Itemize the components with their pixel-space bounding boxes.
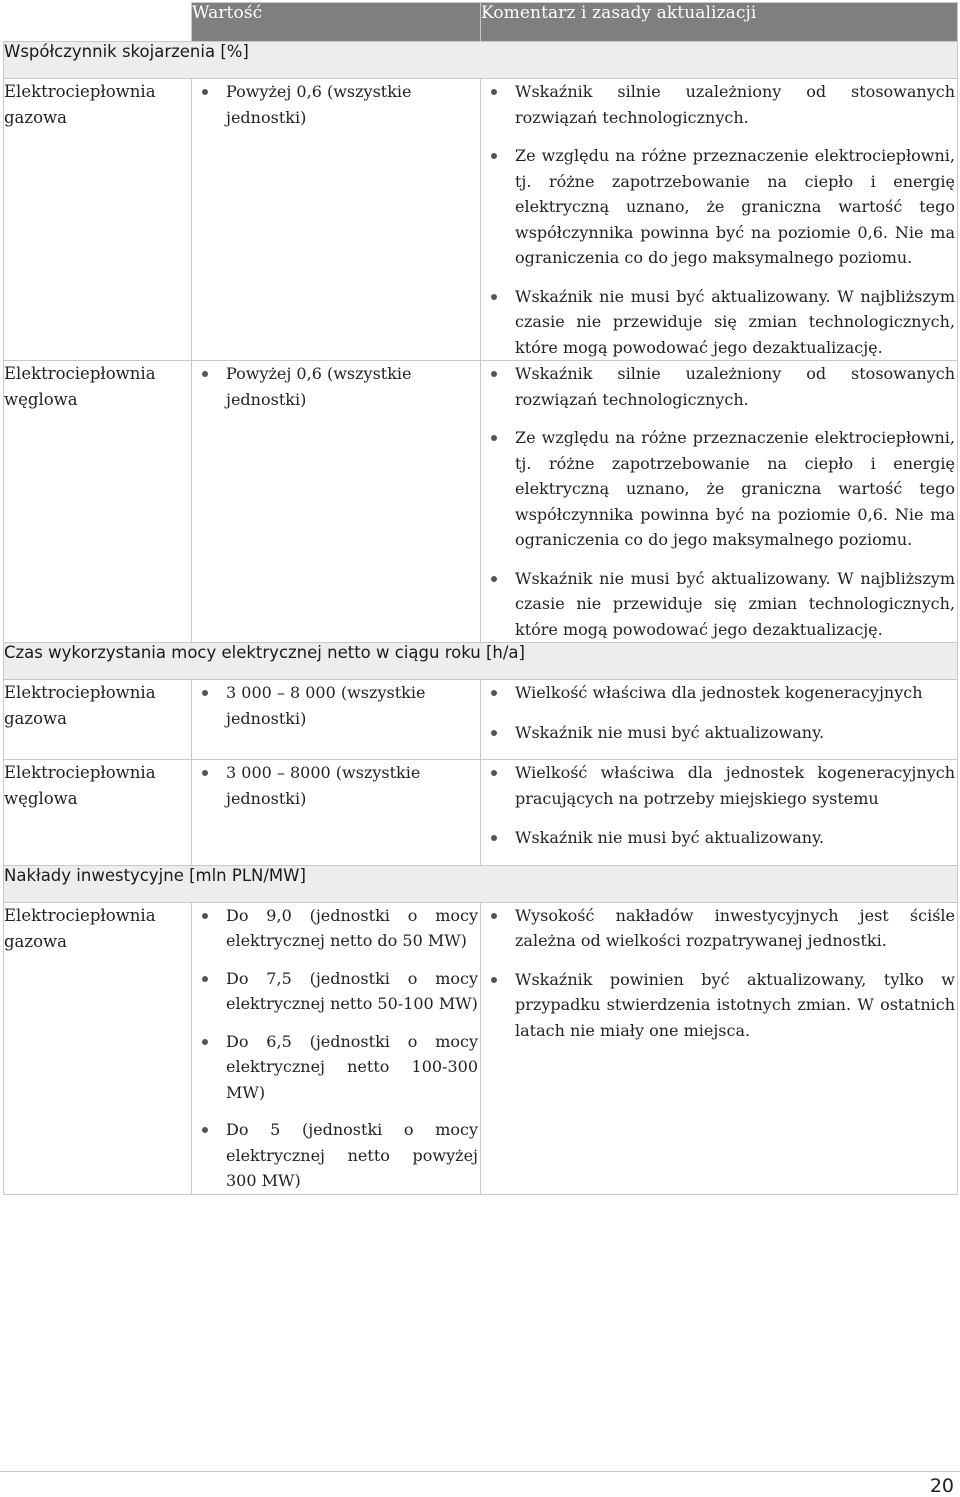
table-header-row — [4, 3, 958, 42]
table-row — [4, 361, 958, 643]
comment-item: Ze względu na różne przeznaczenie elektrociepłowni, tj. różne zapotrzebowanie na ciepło i energię elektryczną uznano, że graniczna wartość tego współczynnika powinna być na poziomie 0,6. Nie ma ograniczenia co do jego maksymalnego poziomu. — [481, 143, 957, 271]
table-row — [4, 79, 958, 361]
comment-item: Wskaźnik nie musi być aktualizowany. — [481, 720, 957, 746]
comment-item: Wysokość nakładów inwestycyjnych jest ściśle zależna od wielkości rozpatrywanej jednostki. — [481, 903, 957, 954]
value-item: Do 6,5 (jednostki o mocy elektrycznej netto 100-300 MW) — [192, 1029, 480, 1106]
row-values — [192, 680, 481, 760]
row-name: Elektrociepłownia węglowa — [4, 760, 192, 866]
value-item: Powyżej 0,6 (wszystkie jednostki) — [192, 79, 480, 130]
comment-item: Ze względu na różne przeznaczenie elektrociepłowni, tj. różne zapotrzebowanie na ciepło i energię elektryczną uznano, że graniczna wartość tego współczynnika powinna być na poziomie 0,6. Nie ma ograniczenia co do jego maksymalnego poziomu. — [481, 425, 957, 553]
comment-item: Wskaźnik silnie uzależniony od stosowanych rozwiązań technologicznych. — [481, 361, 957, 412]
comment-item: Wskaźnik silnie uzależniony od stosowanych rozwiązań technologicznych. — [481, 79, 957, 130]
row-values — [192, 79, 481, 361]
row-name: Elektrociepłownia węglowa — [4, 361, 192, 643]
row-comments — [481, 902, 958, 1194]
table-row — [4, 680, 958, 760]
comment-item: Wielkość właściwa dla jednostek kogeneracyjnych — [481, 680, 957, 706]
comment-item: Wskaźnik powinien być aktualizowany, tylko w przypadku stwierdzenia istotnych zmian. W ostatnich latach nie miały one miejsca. — [481, 967, 957, 1044]
row-values — [192, 361, 481, 643]
comment-item: Wielkość właściwa dla jednostek kogeneracyjnych pracujących na potrzeby miejskiego systemu — [481, 760, 957, 811]
row-values — [192, 760, 481, 866]
value-item: Do 7,5 (jednostki o mocy elektrycznej netto 50-100 MW) — [192, 966, 480, 1017]
page-number: 20 — [929, 1475, 954, 1497]
comment-item: Wskaźnik nie musi być aktualizowany. W najbliższym czasie nie przewiduje się zmian technologicznych, które mogą powodować jego dezaktualizację. — [481, 284, 957, 361]
row-name: Elektrociepłownia gazowa — [4, 79, 192, 361]
table-row — [4, 760, 958, 866]
section-title: Nakłady inwestycyjne [mln PLN/MW] — [4, 865, 958, 902]
row-name: Elektrociepłownia gazowa — [4, 902, 192, 1194]
row-comments — [481, 79, 958, 361]
section-title: Współczynnik skojarzenia [%] — [4, 42, 958, 79]
header-value: Wartość — [192, 3, 481, 42]
comment-item: Wskaźnik nie musi być aktualizowany. W najbliższym czasie nie przewiduje się zmian technologicznych, które mogą powodować jego dezaktualizację. — [481, 566, 957, 643]
section-row — [4, 643, 958, 680]
header-empty-cell — [4, 3, 192, 42]
comment-item: Wskaźnik nie musi być aktualizowany. — [481, 825, 957, 851]
section-row — [4, 865, 958, 902]
section-title: Czas wykorzystania mocy elektrycznej netto w ciągu roku [h/a] — [4, 643, 958, 680]
section-row — [4, 42, 958, 79]
indicators-table — [3, 2, 958, 1195]
header-comment: Komentarz i zasady aktualizacji — [481, 3, 958, 42]
value-item: Do 5 (jednostki o mocy elektrycznej netto powyżej 300 MW) — [192, 1117, 480, 1194]
row-comments — [481, 680, 958, 760]
row-comments — [481, 760, 958, 866]
value-item: Do 9,0 (jednostki o mocy elektrycznej netto do 50 MW) — [192, 903, 480, 954]
value-item: 3 000 – 8000 (wszystkie jednostki) — [192, 760, 480, 811]
footer-divider — [0, 1471, 960, 1472]
table-row — [4, 902, 958, 1194]
value-item: 3 000 – 8 000 (wszystkie jednostki) — [192, 680, 480, 731]
row-values — [192, 902, 481, 1194]
row-comments — [481, 361, 958, 643]
value-item: Powyżej 0,6 (wszystkie jednostki) — [192, 361, 480, 412]
row-name: Elektrociepłownia gazowa — [4, 680, 192, 760]
